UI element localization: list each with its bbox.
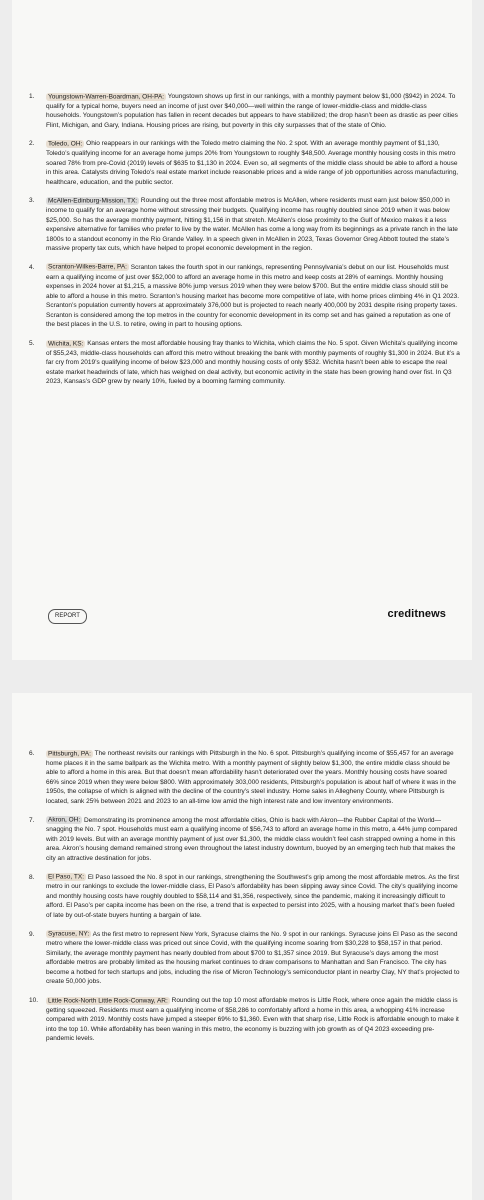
- list-item: [29, 816, 460, 864]
- item-text: Ohio reappears in our rankings with the Toledo metro claiming the No. 2 spot. With an average monthly payment of $1,130, Toledo’s qualifying income for an average home jumps 20% from Youngstown to roughly $48,500. Average monthly housing costs in this metro soared 78% from pre-Covid (2019) levels of $635 to $1,130 in 2024. Even so, all segments of the middle class should be able to afford a house in this area. Catalysts driving Toledo’s real estate market include reasonable prices and a wide range of job opportunities across manufacturing, healthcare, education, and the public sector.: [46, 140, 459, 186]
- metro-tag: Toledo, OH:: [48, 140, 83, 148]
- item-number: 5.: [29, 340, 35, 348]
- list-item: [29, 749, 460, 807]
- item-text: Youngstown shows up first in our rankings, with a monthly payment below $1,000 ($942) in 2024. To qualify for a typical home, buyers need an income of just over $40,000—well within the range of lower-middle-class and middle-class households. Youngstown’s population has fallen in recent decades but appears to have stabilized; the drop hasn’t been as drastic as peer cities Flint, Michigan, and Gary, Indiana. Housing prices are rising, but poverty in this city surpasses that of the state of Ohio.: [46, 93, 458, 129]
- metro-tag: McAllen-Edinburg-Mission, TX:: [48, 197, 138, 205]
- metro-tag: Scranton-Wilkes-Barre, PA:: [48, 263, 127, 271]
- item-number: 1.: [29, 93, 35, 100]
- item-text: Demonstrating its prominence among the most affordable cities, Ohio is back with Akron—the Rubber Capital of the World—snagging the No. 7 spot. Households must earn a qualifying income of $56,743 to afford an average home in this metro, a 44% jump compared with 2019 levels. But with an average monthly payment of just over $1,300, the middle class wouldn’t feel cash strapped owning a home in this area. Akron’s housing demand remained strong even throughout the latest industry downturn, buoyed by an emerging tech hub that makes the city an attractive destination for jobs.: [46, 816, 458, 862]
- item-number: 2.: [29, 140, 35, 148]
- list-item: [29, 139, 460, 187]
- item-number: 9.: [29, 930, 35, 938]
- report-button[interactable]: REPORT: [48, 609, 87, 624]
- list-item: [29, 930, 460, 988]
- list-item: [29, 873, 460, 921]
- item-number: 7.: [29, 816, 35, 824]
- metro-tag: Wichita, KS:: [48, 340, 84, 348]
- document-page-1: [12, 0, 472, 660]
- item-text: El Paso lassoed the No. 8 spot in our rankings, strengthening the Southwest’s grip among the most affordable metros. As the first metro in our rankings to exclude the lower-middle class, El Paso’s affordability has been slipping away since Covid. The city’s qualifying income and monthly housing costs have roughly doubled to $58,114 and $1,356, respectively, since the pandemic, making it increasingly difficult to afford. El Paso’s per capita income has been on the rise, a trend that is expected to persist into 2025, with a housing market that’s been fueled of late by out-of-state buyers hunting a bargain of late.: [46, 873, 460, 919]
- item-text: Rounding out the top 10 most affordable metros is Little Rock, where once again the middle class is getting squeezed. Residents must earn a qualifying income of $58,286 to comfortably afford a home in this area, a whopping 41% increase compared with 2019. Monthly costs have jumped a steeper 69% to $1,360. Even with that sharp rise, Little Rock is affordable enough to make it into the top 10. While affordability has been waning in this metro, the economy is buzzing with job growth as of Q4 2023 exceeding pre-pandemic levels.: [46, 997, 459, 1043]
- list-item: [29, 196, 460, 254]
- item-text: Scranton takes the fourth spot in our rankings, representing Pennsylvania’s debut on our list. Households must earn a qualifying income of just over $52,000 to afford an average home in this metro and keep costs at 28% of earnings. Monthly housing expenses in 2024 hover at $1,215, a massive 80% jump versus 2019 when they were below $700. But the entire middle class should still be able to afford a house in this metro. Scranton’s housing market has become more competitive of late, with home prices climbing 4% in Q1 2023. Scranton’s population currently hovers at approximately 376,000 but is projected to reach nearly 400,000 by 2031 despite rising property taxes. Scranton is considered among the top metros in the country for economic development in its comp set and has gained a reputation as one of the best places in the U.S. to retire, owing in part to housing options.: [46, 263, 460, 329]
- metro-tag: Akron, OH:: [48, 816, 81, 824]
- list-item: [29, 263, 460, 330]
- metro-list-part-2: [29, 749, 460, 1053]
- document-page-2: [12, 693, 472, 1200]
- item-text: The northeast revisits our rankings with Pittsburgh in the No. 6 spot. Pittsburgh’s qualifying income of $55,457 for an average home places it in the same ballpark as the Wichita metro. With a monthly payment of slightly below $1,300, the entire middle class should be able to afford a home in this area. But that doesn’t mean affordability hasn’t deteriorated over the years. Monthly housing costs have soared 66% since 2019 when they were below $800. With approximately 303,000 residents, Pittsburgh’s population is about half of where it was in the 1950s, the collapse of which is aligned with the decline of the country’s steel industry. Home sales in Allegheny County, where Pittsburgh is located, sank 25% between 2021 and 2023 to an all-time low amid the high interest rate and low inventory environments.: [46, 750, 456, 805]
- metro-tag: Pittsburgh, PA:: [48, 750, 91, 757]
- metro-tag: Youngstown-Warren-Boardman, OH-PA:: [48, 93, 165, 100]
- item-text: Rounding out the three most affordable metros is McAllen, where residents must earn just below $50,000 in income to qualify for an average home without stressing their budgets. Qualifying income has roughly doubled since 2019 when it was below $25,000. So has the average monthly payment, hitting $1,156 in that stretch. McAllen’s close proximity to the Gulf of Mexico makes it a less expensive alternative for families who prefer to live by the water. McAllen has come a long way from its beginnings as a private ranch in the late 1800s to a standout economy in the Rio Grande Valley. In a speech given in McAllen in 2023, Texas Governor Greg Abbott touted the state’s massive property tax cuts, which have helped to propel economic development in the region.: [46, 197, 458, 253]
- item-number: 6.: [29, 750, 35, 757]
- item-text: Kansas enters the most affordable housing fray thanks to Wichita, which claims the No. 5 spot. Given Wichita’s qualifying income of $55,243, middle-class households can afford this metro without breaking the bank with monthly payments of roughly $1,300 in 2024. But it’s a far cry from 2019’s qualifying income of below $23,000 and monthly housing costs of only $532. Wichita hasn’t been able to escape the real estate market headwinds of late, which has weighed on deal activity, but economic activity in the state has been growing hand over fist. In Q3 2023, Kansas’s GDP grew by nearly 10%, fueled by a booming farming community.: [46, 340, 460, 386]
- item-text: As the first metro to represent New York, Syracuse claims the No. 9 spot in our rankings. Syracuse joins El Paso as the second metro where the lower-middle class was priced out since Covid, with the qualifying income soaring from $30,228 to $58,157 in that period. Similarly, the average monthly payment has nearly doubled from about $700 to $1,357 since 2019. But Syracuse’s days among the most affordable metros are probably limited as the housing market continues to draw comparisons to Manhattan and San Francisco. The city has become a hotbed for tech startups and jobs, including the rise of Micron Technology’s semiconductor plant in nearby Clay, NY that’s projected to create 50,000 jobs.: [46, 930, 460, 986]
- item-number: 10.: [29, 997, 39, 1005]
- metro-tag: Syracuse, NY:: [48, 930, 90, 938]
- metro-tag: Little Rock-North Little Rock-Conway, AR:: [48, 997, 168, 1005]
- item-number: 8.: [29, 873, 35, 881]
- list-item: [29, 92, 460, 130]
- list-item: [29, 996, 460, 1044]
- item-number: 4.: [29, 263, 35, 271]
- item-number: 3.: [29, 197, 35, 205]
- metro-list-part-1: [29, 92, 460, 396]
- brand-logo: creditnews: [387, 608, 446, 620]
- list-item: [29, 339, 460, 387]
- metro-tag: El Paso, TX:: [48, 873, 85, 881]
